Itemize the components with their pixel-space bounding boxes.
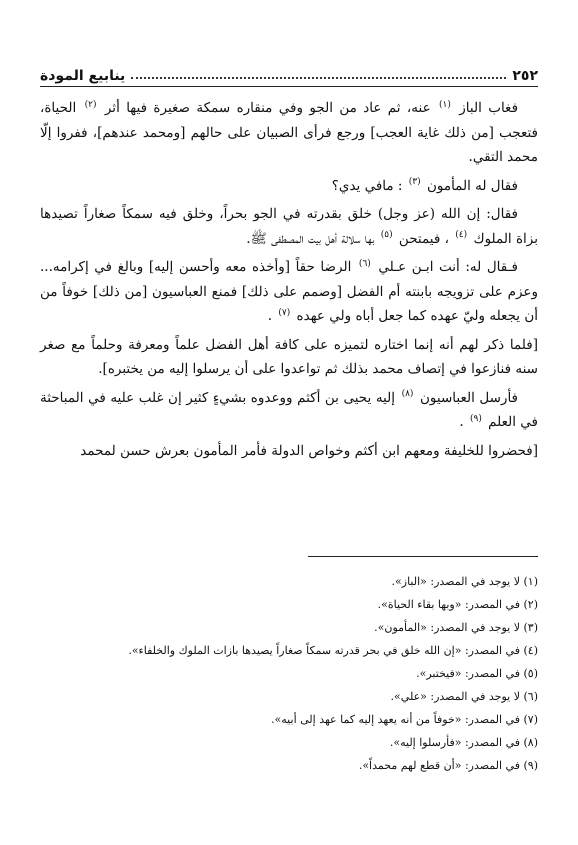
footnote-separator [308,556,538,557]
paragraph-text: ، فيمتحن [398,230,449,247]
paragraph-text: بها سلالة أهل بيت المصطفى ﷺ. [246,230,375,247]
footnote-item: (٣) لا يوجد في المصدر: «المأمون». [374,621,538,634]
paragraph [40,255,538,329]
paragraph-text: [فلما ذكر لهم أنه إنما اختاره لتميزه على كافة أهل الفضل علماً ومعرفة وحلماً مع صغر سنه فنازعوا في إتصاف محمد بذلك ثم تواعدوا على أن يرسلوا إليه من يختبره]. [40,336,538,377]
paragraph-text: فـقال له: أنت ابـن عـلي [378,259,519,275]
footnote-item: (٦) لا يوجد في المصدر: «علي». [390,690,538,703]
book-title: ينابيع المودة [40,68,126,84]
footnote-reference: (٣) [408,177,421,187]
footnote-reference: (٩) [470,413,482,424]
footnote-item: (٨) في المصدر: «فأرسلوا إليه». [389,736,538,749]
page-number: ٢٥٢ [512,68,538,84]
paragraph-text: . [267,308,273,324]
paragraph-text: فغاب الباز [459,100,519,116]
paragraph [40,96,538,170]
footnotes [40,570,538,777]
footnote-reference: (٤) [455,230,468,240]
paragraph-text: عنه، ثم عاد من الجو وفي منقاره سمكة صغيرة فيها أثر [104,100,431,116]
paragraph-text: الرضا حقاً [وأخذه معه وأحسن إليه] وبالغ في إكرامه... وعزم على تزويجه بابنته أم الفضل [وصمم على ذلك] فمنع العباسيون [من ذلك] خوفاً من أن يجعله وليّ عهده كما جعل أباه ولي عهده [40,259,538,324]
paragraph [40,202,538,251]
footnote-reference: (٧) [278,307,291,318]
footnote-item: (٩) في المصدر: «أن قطع لهم محمداً». [358,759,538,772]
paragraph-text: [فحضروا للخليفة ومعهم ابن أكثم وخواص الدولة فأمر المأمون بعرش حسن لمحمد [80,442,538,459]
footnote-item: (٤) في المصدر: «إن الله خلق في بحر قدرته سمكاً صغاراً يصيدها بازات الملوك والخلفاء». [128,644,538,657]
paragraph-text: . [459,414,464,430]
paragraph-text: إليه يحيى بن أكثم ووعدوه بشيءٍ كثير إن غلب عليه في المباحثة في العلم [40,389,538,430]
paragraph-text: : مافي يدي؟ [331,177,403,194]
footnote-item: (١) لا يوجد في المصدر: «الباز». [391,575,538,588]
main-text [40,96,538,467]
footnote-reference: (٨) [401,389,414,399]
paragraph-text: فقال: إن الله (عز وجل) خلق بقدرته في الجو بحراً، وخلق فيه سمكاً صغاراً تصيدها بزاة الملوك [40,206,538,247]
paragraph [40,439,538,464]
header-dot-leader [131,77,506,79]
paragraph-text: فقال له المأمون [426,177,518,194]
paragraph [40,386,538,435]
paragraph [40,174,538,199]
footnote-item: (٥) في المصدر: «فيختبر». [416,667,538,680]
running-header [40,62,538,84]
footnote-reference: (٢) [84,99,97,110]
paragraph-text: فأرسل العباسيون [420,389,519,406]
footnote-item: (٧) في المصدر: «خوفاً من أنه يعهد إليه كما عهد إلى أبيه». [271,713,538,726]
footnote-reference: (٦) [358,258,371,269]
footnote-reference: (١) [439,99,451,110]
footnote-item: (٢) في المصدر: «وبها بقاء الحياة». [377,598,538,611]
footnote-reference: (٥) [380,230,393,240]
header-rule [40,86,538,87]
paragraph-text: الحياة، فتعجب [من ذلك غاية العجب] ورجع فرأى الصبيان على حالهم [ومحمد عندهم]، ففروا إلّا محمد التقي. [40,100,538,165]
paragraph [40,333,538,382]
